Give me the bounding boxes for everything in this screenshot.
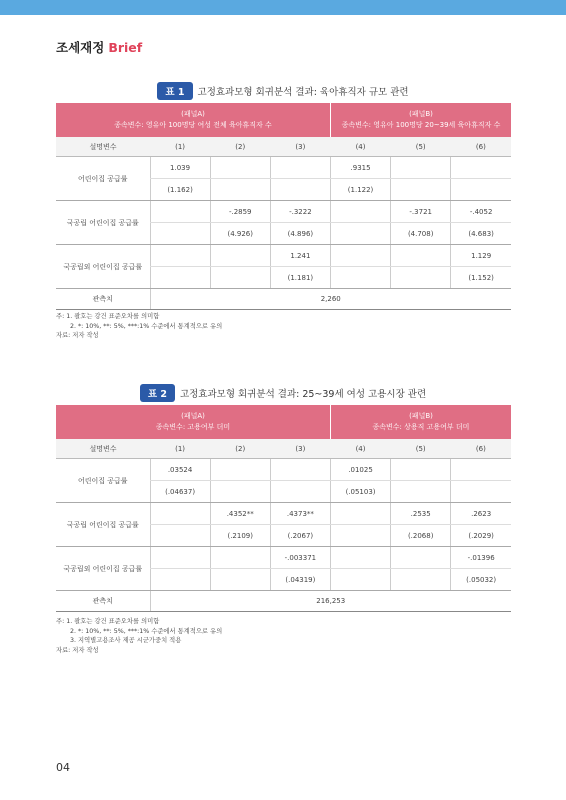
standard-error-cell: (.2068) [391, 525, 451, 547]
variable-label: 국공립 어린이집 공급률 [56, 503, 150, 547]
note-line: 주: 1. 괄호는 강건 표준오차를 의미함 [56, 313, 160, 320]
coefficient-cell [391, 157, 451, 179]
standard-error-cell: (1.162) [150, 179, 210, 201]
column-header: (2) [210, 137, 270, 157]
coefficient-cell: .4352** [210, 503, 270, 525]
coefficient-cell [270, 459, 330, 481]
note-line: 2. *: 10%, **: 5%, ***:1% 수준에서 통계적으로 유의 [70, 322, 223, 330]
coefficient-cell: .01025 [330, 459, 390, 481]
table2-label: 표 2 [140, 384, 175, 402]
standard-error-cell [330, 223, 390, 245]
standard-error-cell [210, 481, 270, 503]
coefficient-cell: 1.039 [150, 157, 210, 179]
column-header: (3) [270, 439, 330, 459]
coefficient-cell [330, 547, 390, 569]
note-line: 주: 1. 괄호는 강건 표준오차를 의미함 [56, 618, 160, 625]
column-header: (6) [451, 439, 511, 459]
standard-error-cell [330, 525, 390, 547]
coefficient-cell [150, 503, 210, 525]
standard-error-cell: (.05103) [330, 481, 390, 503]
coefficient-cell: -.01396 [451, 547, 511, 569]
standard-error-cell: (.2067) [270, 525, 330, 547]
observations-label: 관측치 [56, 591, 150, 612]
coefficient-cell: -.2859 [210, 201, 270, 223]
coefficient-cell: -.3222 [270, 201, 330, 223]
coefficient-cell [391, 459, 451, 481]
coefficient-cell [150, 245, 210, 267]
standard-error-cell: (1.122) [330, 179, 390, 201]
standard-error-cell: (.2029) [451, 525, 511, 547]
column-header-variable: 설명변수 [56, 137, 150, 157]
coefficient-cell: -.003371 [270, 547, 330, 569]
table1-panel-a [56, 103, 330, 137]
coefficient-cell: .2535 [391, 503, 451, 525]
coefficient-row [56, 245, 511, 267]
panel-a-name: (패널A) [181, 412, 205, 420]
panel-b-name: (패널B) [409, 110, 433, 118]
standard-error-cell [150, 223, 210, 245]
coefficient-cell [210, 547, 270, 569]
coefficient-cell: .4373** [270, 503, 330, 525]
standard-error-cell [330, 569, 390, 591]
column-header: (6) [451, 137, 511, 157]
publication-title [56, 38, 142, 56]
standard-error-cell [391, 267, 451, 289]
coefficient-row [56, 503, 511, 525]
observations-value: 216,253 [150, 591, 511, 612]
standard-error-cell: (1.152) [451, 267, 511, 289]
coefficient-cell [150, 547, 210, 569]
standard-error-cell [210, 179, 270, 201]
panel-a-dependent-variable: 종속변수: 영유아 100명당 여성 전체 육아휴직자 수 [114, 121, 272, 129]
table1-panel-b [330, 103, 511, 137]
standard-error-cell: (.05032) [451, 569, 511, 591]
panel-b-dependent-variable: 종속변수: 영유아 100명당 20~39세 육아휴직자 수 [341, 121, 501, 129]
table2 [56, 405, 511, 612]
standard-error-cell [330, 267, 390, 289]
coefficient-cell [330, 201, 390, 223]
table2-title: 고정효과모형 회귀분석 결과: 25~39세 여성 고용시장 관련 [179, 389, 427, 400]
table1-label: 표 1 [157, 82, 192, 100]
coefficient-row [56, 157, 511, 179]
standard-error-cell [451, 481, 511, 503]
coefficient-cell [451, 459, 511, 481]
standard-error-cell: (.04637) [150, 481, 210, 503]
table1 [56, 103, 511, 310]
standard-error-cell: (1.181) [270, 267, 330, 289]
table1-caption [0, 82, 566, 100]
column-header: (4) [330, 439, 390, 459]
standard-error-cell [391, 179, 451, 201]
variable-label: 국공립외 어린이집 공급률 [56, 547, 150, 591]
table2-panel-a [56, 405, 330, 439]
coefficient-cell: .9315 [330, 157, 390, 179]
column-header: (4) [330, 137, 390, 157]
standard-error-cell: (4.708) [391, 223, 451, 245]
table1-title: 고정효과모형 회귀분석 결과: 육아휴직자 규모 관련 [197, 87, 409, 98]
coefficient-row [56, 459, 511, 481]
coefficient-cell: -.4052 [451, 201, 511, 223]
brand-main: 조세재정 [56, 40, 105, 55]
table2-notes [56, 617, 222, 655]
coefficient-cell: 1.241 [270, 245, 330, 267]
coefficient-cell: -.3721 [391, 201, 451, 223]
panel-a-dependent-variable: 종속변수: 고용여부 더미 [155, 423, 231, 431]
coefficient-cell [391, 245, 451, 267]
observations-label: 관측치 [56, 289, 150, 310]
variable-label: 국공립외 어린이집 공급률 [56, 245, 150, 289]
column-header: (1) [150, 137, 210, 157]
top-color-bar [0, 0, 566, 15]
coefficient-cell [330, 503, 390, 525]
column-header: (5) [391, 137, 451, 157]
observations-value: 2,260 [150, 289, 511, 310]
source-line: 자료: 저자 작성 [56, 332, 99, 339]
standard-error-cell [451, 179, 511, 201]
panel-b-dependent-variable: 종속변수: 상용직 고용여부 더미 [372, 423, 470, 431]
standard-error-cell: (4.926) [210, 223, 270, 245]
panel-a-name: (패널A) [181, 110, 205, 118]
table2-panel-b [330, 405, 511, 439]
standard-error-cell [391, 569, 451, 591]
page-number: 04 [56, 761, 70, 774]
coefficient-cell [330, 245, 390, 267]
coefficient-row [56, 201, 511, 223]
column-header: (3) [270, 137, 330, 157]
panel-b-name: (패널B) [409, 412, 433, 420]
table1-notes [56, 312, 222, 341]
coefficient-cell [210, 459, 270, 481]
standard-error-cell [150, 569, 210, 591]
standard-error-cell [150, 267, 210, 289]
column-header: (1) [150, 439, 210, 459]
column-header: (2) [210, 439, 270, 459]
standard-error-cell [270, 481, 330, 503]
coefficient-row [56, 547, 511, 569]
standard-error-cell [150, 525, 210, 547]
standard-error-cell: (4.896) [270, 223, 330, 245]
standard-error-cell: (.2109) [210, 525, 270, 547]
brand-accent: Brief [108, 40, 143, 55]
standard-error-cell: (4.683) [451, 223, 511, 245]
note-line: 2. *: 10%, **: 5%, ***:1% 수준에서 통계적으로 유의 [70, 627, 223, 635]
coefficient-cell [210, 245, 270, 267]
column-header: (5) [391, 439, 451, 459]
coefficient-cell [210, 157, 270, 179]
variable-label: 국공립 어린이집 공급률 [56, 201, 150, 245]
note-line: 3. 지역별고용조사 제공 시군가중치 적용 [70, 637, 182, 644]
standard-error-cell [210, 267, 270, 289]
coefficient-cell [451, 157, 511, 179]
coefficient-cell: .03524 [150, 459, 210, 481]
coefficient-cell: 1.129 [451, 245, 511, 267]
standard-error-cell [391, 481, 451, 503]
coefficient-cell: .2623 [451, 503, 511, 525]
standard-error-cell [270, 179, 330, 201]
standard-error-cell [210, 569, 270, 591]
coefficient-cell [391, 547, 451, 569]
standard-error-cell: (.04319) [270, 569, 330, 591]
table2-caption [0, 384, 566, 402]
column-header-variable: 설명변수 [56, 439, 150, 459]
coefficient-cell [270, 157, 330, 179]
variable-label: 어린이집 공급률 [56, 157, 150, 201]
source-line: 자료: 저자 작성 [56, 646, 99, 654]
variable-label: 어린이집 공급률 [56, 459, 150, 503]
coefficient-cell [150, 201, 210, 223]
